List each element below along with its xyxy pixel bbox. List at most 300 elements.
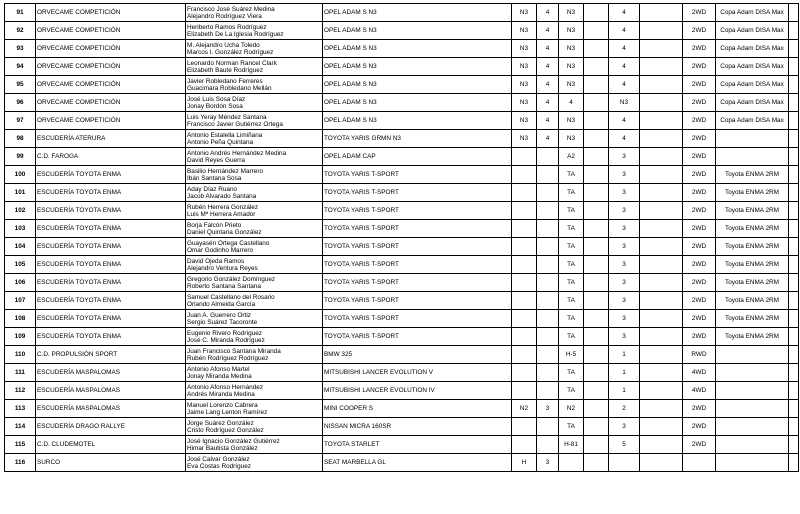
entry-drive: 2WD: [683, 274, 716, 292]
entry-drivers: [186, 22, 323, 40]
entry-blank-cell: [584, 22, 609, 40]
entry-cup: [716, 418, 789, 436]
entry-number: 115: [5, 436, 36, 454]
entry-blank-cell: [789, 166, 799, 184]
entry-team: ESCUDERÍA TOYOTA ENMA: [36, 166, 186, 184]
entry-group-1: [512, 328, 537, 346]
entry-group-2: N3: [559, 130, 584, 148]
entry-group-1: N3: [512, 4, 537, 22]
entry-group-1: N3: [512, 40, 537, 58]
entry-codriver: Jaime Lang Lenton Ramírez: [187, 408, 268, 416]
entry-class-1: 4: [537, 22, 559, 40]
entry-codriver: Ibán Santana Sosa: [187, 174, 242, 182]
entry-drivers: [186, 346, 323, 364]
entry-blank-cell: [789, 76, 799, 94]
entry-driver: José Calvar González: [187, 455, 250, 463]
entry-number: 97: [5, 112, 36, 130]
table-row: [5, 94, 799, 112]
entry-number: 104: [5, 238, 36, 256]
entry-number: 111: [5, 364, 36, 382]
entry-car: TOYOTA STARLET: [323, 436, 512, 454]
entry-cup: Toyota ENMA 2RM: [716, 292, 789, 310]
entry-class-1: 4: [537, 130, 559, 148]
entry-drive: 2WD: [683, 220, 716, 238]
entry-drive: 2WD: [683, 148, 716, 166]
entry-number: 96: [5, 94, 36, 112]
entry-drive: 2WD: [683, 76, 716, 94]
entry-class-2: N3: [609, 94, 640, 112]
entry-group-2: TA: [559, 238, 584, 256]
entry-cup: Toyota ENMA 2RM: [716, 184, 789, 202]
entry-blank-cell: [640, 436, 683, 454]
table-row: [5, 238, 799, 256]
entry-group-2: TA: [559, 202, 584, 220]
entry-driver: Antonio Andrés Hernández Medina: [187, 149, 287, 157]
entry-drive: 2WD: [683, 166, 716, 184]
entry-blank-cell: [789, 112, 799, 130]
entry-driver: David Ojeda Ramos: [187, 257, 245, 265]
entry-class-1: [537, 382, 559, 400]
entry-group-1: N2: [512, 400, 537, 418]
entry-drive: 2WD: [683, 418, 716, 436]
entry-group-1: [512, 274, 537, 292]
entry-group-1: [512, 364, 537, 382]
entry-blank-cell: [640, 400, 683, 418]
entry-drivers: [186, 382, 323, 400]
entry-class-2: 4: [609, 58, 640, 76]
entry-codriver: Alejandro Rodríguez Viera: [187, 12, 262, 20]
entry-cup: [716, 148, 789, 166]
entry-class-1: [537, 238, 559, 256]
entry-cup: Copa Adam DISA Max: [716, 40, 789, 58]
entry-blank-cell: [584, 454, 609, 472]
entry-class-1: 3: [537, 400, 559, 418]
entry-drivers: [186, 76, 323, 94]
entry-blank-cell: [789, 130, 799, 148]
entry-team: ESCUDERÍA TOYOTA ENMA: [36, 220, 186, 238]
entry-driver: Basilio Hernández Marrero: [187, 167, 264, 175]
entry-drive: 2WD: [683, 22, 716, 40]
entry-cup: [716, 400, 789, 418]
entry-blank-cell: [640, 256, 683, 274]
entry-group-1: [512, 148, 537, 166]
entry-cup: Toyota ENMA 2RM: [716, 328, 789, 346]
entry-cup: [716, 130, 789, 148]
entry-group-2: N3: [559, 58, 584, 76]
entry-team: ESCUDERÍA MASPALOMAS: [36, 400, 186, 418]
entry-drivers: [186, 4, 323, 22]
entry-blank-cell: [584, 382, 609, 400]
entry-codriver: Rubén Rodríguez Rodríguez: [187, 354, 269, 362]
entry-rows: [5, 4, 799, 472]
entry-cup: Copa Adam DISA Max: [716, 58, 789, 76]
entry-class-2: 4: [609, 130, 640, 148]
entry-blank-cell: [789, 202, 799, 220]
entry-team: ESCUDERÍA MASPALOMAS: [36, 382, 186, 400]
entry-drivers: [186, 94, 323, 112]
entry-blank-cell: [789, 40, 799, 58]
entry-cup: Copa Adam DISA Max: [716, 22, 789, 40]
entry-group-1: H: [512, 454, 537, 472]
entry-group-1: [512, 220, 537, 238]
entry-blank-cell: [584, 292, 609, 310]
entry-class-2: 2: [609, 400, 640, 418]
entry-team: ESCUDERÍA TOYOTA ENMA: [36, 238, 186, 256]
entry-class-2: 1: [609, 382, 640, 400]
table-row: [5, 22, 799, 40]
entry-class-2: 3: [609, 148, 640, 166]
entry-car: BMW 325: [323, 346, 512, 364]
entry-team: ESCUDERÍA MASPALOMAS: [36, 364, 186, 382]
entry-number: 106: [5, 274, 36, 292]
entry-drive: 2WD: [683, 328, 716, 346]
entry-class-2: 4: [609, 4, 640, 22]
entry-blank-cell: [640, 22, 683, 40]
entry-class-1: [537, 184, 559, 202]
entry-class-2: 4: [609, 40, 640, 58]
entry-drivers: [186, 400, 323, 418]
entry-class-2: 3: [609, 202, 640, 220]
entry-number: 92: [5, 22, 36, 40]
entry-blank-cell: [640, 112, 683, 130]
entry-group-2: N3: [559, 4, 584, 22]
entry-number: 95: [5, 76, 36, 94]
entry-blank-cell: [640, 148, 683, 166]
entry-blank-cell: [640, 418, 683, 436]
entry-cup: Toyota ENMA 2RM: [716, 220, 789, 238]
entry-blank-cell: [584, 328, 609, 346]
entry-blank-cell: [640, 274, 683, 292]
entry-car: TOYOTA YARIS T-SPORT: [323, 184, 512, 202]
entry-drivers: [186, 166, 323, 184]
entry-cup: Toyota ENMA 2RM: [716, 238, 789, 256]
entry-group-1: [512, 292, 537, 310]
entry-blank-cell: [584, 40, 609, 58]
entry-cup: Toyota ENMA 2RM: [716, 202, 789, 220]
entry-codriver: Marcos I. González Rodríguez: [187, 48, 274, 56]
entry-car: NISSAN MICRA 160SR: [323, 418, 512, 436]
entry-team: ORVECAME COMPETICIÓN: [36, 40, 186, 58]
table-row: [5, 364, 799, 382]
entry-car: TOYOTA YARIS T-SPORT: [323, 220, 512, 238]
entry-cup: Copa Adam DISA Max: [716, 94, 789, 112]
entry-group-2: TA: [559, 310, 584, 328]
entry-class-1: [537, 220, 559, 238]
table-row: [5, 202, 799, 220]
entry-drive: 2WD: [683, 112, 716, 130]
entry-class-1: [537, 436, 559, 454]
table-row: [5, 220, 799, 238]
entry-driver: Borja Falcón Prieto: [187, 221, 242, 229]
entry-blank-cell: [640, 220, 683, 238]
entry-number: 105: [5, 256, 36, 274]
entry-blank-cell: [640, 130, 683, 148]
entry-number: 116: [5, 454, 36, 472]
entry-blank-cell: [584, 310, 609, 328]
entry-group-1: [512, 238, 537, 256]
entry-class-1: 3: [537, 454, 559, 472]
entry-drive: 2WD: [683, 58, 716, 76]
entry-car: TOYOTA YARIS T-SPORT: [323, 310, 512, 328]
entry-team: ESCUDERÍA TOYOTA ENMA: [36, 202, 186, 220]
entry-codriver: Eva Costas Rodríguez: [187, 462, 251, 470]
table-row: [5, 112, 799, 130]
entry-group-2: TA: [559, 256, 584, 274]
entry-team: SURCO: [36, 454, 186, 472]
entry-drivers: [186, 130, 323, 148]
entry-class-2: 3: [609, 274, 640, 292]
entry-car: OPEL ADAM S N3: [323, 76, 512, 94]
entry-codriver: Roberto Santana Santana: [187, 282, 261, 290]
table-row: [5, 328, 799, 346]
entry-class-1: [537, 328, 559, 346]
entry-number: 93: [5, 40, 36, 58]
entry-team: ORVECAME COMPETICIÓN: [36, 58, 186, 76]
entry-blank-cell: [584, 184, 609, 202]
entry-codriver: José C. Miranda Rodríguez: [187, 336, 265, 344]
entry-drivers: [186, 184, 323, 202]
entry-blank-cell: [789, 418, 799, 436]
entry-driver: Eugenio Rivero Rodríguez: [187, 329, 262, 337]
entry-blank-cell: [789, 94, 799, 112]
entry-group-2: TA: [559, 292, 584, 310]
entry-drive: 2WD: [683, 310, 716, 328]
entry-blank-cell: [789, 382, 799, 400]
entry-driver: Aday Díaz Ruano: [187, 185, 238, 193]
entry-group-2: TA: [559, 328, 584, 346]
entry-number: 107: [5, 292, 36, 310]
entry-blank-cell: [789, 310, 799, 328]
entry-blank-cell: [584, 148, 609, 166]
entry-blank-cell: [584, 4, 609, 22]
entry-driver: Guayasén Ortega Castellano: [187, 239, 270, 247]
entry-team: ESCUDERÍA DRAGO RALLYE: [36, 418, 186, 436]
entry-car: OPEL ADAM CAP: [323, 148, 512, 166]
entry-drive: 4WD: [683, 382, 716, 400]
entry-class-2: 1: [609, 364, 640, 382]
entry-blank-cell: [584, 436, 609, 454]
entry-number: 112: [5, 382, 36, 400]
entry-blank-cell: [789, 454, 799, 472]
entry-group-2: N2: [559, 400, 584, 418]
entry-class-1: [537, 364, 559, 382]
entry-codriver: Omar Godinho Marrero: [187, 246, 254, 254]
entry-group-2: N3: [559, 22, 584, 40]
entry-number: 102: [5, 202, 36, 220]
entry-driver: Manuel Lorenzo Cabrera: [187, 401, 258, 409]
table-row: [5, 256, 799, 274]
entry-class-1: [537, 166, 559, 184]
entry-class-1: [537, 148, 559, 166]
entry-class-1: 4: [537, 94, 559, 112]
entry-class-2: 3: [609, 166, 640, 184]
entry-blank-cell: [640, 58, 683, 76]
entry-blank-cell: [789, 400, 799, 418]
entry-blank-cell: [640, 454, 683, 472]
entry-group-1: [512, 436, 537, 454]
entry-number: 94: [5, 58, 36, 76]
entry-blank-cell: [584, 238, 609, 256]
entry-class-2: 5: [609, 436, 640, 454]
entry-blank-cell: [584, 202, 609, 220]
entry-group-1: N3: [512, 22, 537, 40]
entry-drivers: [186, 292, 323, 310]
entry-group-1: [512, 184, 537, 202]
table-row: [5, 130, 799, 148]
table-row: [5, 166, 799, 184]
entry-blank-cell: [584, 220, 609, 238]
entry-blank-cell: [640, 4, 683, 22]
entry-class-2: [609, 454, 640, 472]
entry-blank-cell: [789, 148, 799, 166]
entry-codriver: Sergio Suárez Tacoronte: [187, 318, 258, 326]
entry-blank-cell: [640, 76, 683, 94]
entry-blank-cell: [640, 328, 683, 346]
entry-blank-cell: [640, 94, 683, 112]
entry-car: OPEL ADAM S N3: [323, 22, 512, 40]
entry-class-2: 1: [609, 346, 640, 364]
entry-codriver: Antonio Peña Quintana: [187, 138, 254, 146]
entry-class-2: 3: [609, 310, 640, 328]
entry-codriver: Alejandro Ventura Reyes: [187, 264, 258, 272]
entry-blank-cell: [584, 58, 609, 76]
entry-class-1: [537, 346, 559, 364]
entry-blank-cell: [584, 256, 609, 274]
entry-drive: 2WD: [683, 94, 716, 112]
entry-team: ORVECAME COMPETICIÓN: [36, 112, 186, 130]
entry-drivers: [186, 220, 323, 238]
entry-drive: 2WD: [683, 202, 716, 220]
entry-group-2: TA: [559, 418, 584, 436]
entry-class-2: 4: [609, 76, 640, 94]
entry-cup: Toyota ENMA 2RM: [716, 310, 789, 328]
entry-codriver: Elizabeth Baute Rodríguez: [187, 66, 264, 74]
entry-driver: M. Alejandro Ucha Toledo: [187, 41, 260, 49]
entry-blank-cell: [789, 58, 799, 76]
entry-number: 108: [5, 310, 36, 328]
entry-class-1: [537, 202, 559, 220]
entry-drive: 2WD: [683, 400, 716, 418]
entry-number: 98: [5, 130, 36, 148]
entry-group-1: N3: [512, 76, 537, 94]
entry-team: ESCUDERÍA ATERURA: [36, 130, 186, 148]
entry-group-2: TA: [559, 166, 584, 184]
entry-class-1: [537, 274, 559, 292]
entry-class-2: 4: [609, 112, 640, 130]
table-row: [5, 454, 799, 472]
table-row: [5, 58, 799, 76]
entry-blank-cell: [640, 184, 683, 202]
entry-car: TOYOTA YARIS T-SPORT: [323, 256, 512, 274]
entry-team: ESCUDERÍA TOYOTA ENMA: [36, 292, 186, 310]
table-row: [5, 40, 799, 58]
entry-team: ESCUDERÍA TOYOTA ENMA: [36, 328, 186, 346]
entry-class-1: 4: [537, 58, 559, 76]
entry-drive: 2WD: [683, 238, 716, 256]
entry-driver: Jorge Suárez González: [187, 419, 254, 427]
entry-car: TOYOTA YARIS T-SPORT: [323, 292, 512, 310]
entry-drivers: [186, 112, 323, 130]
entry-class-1: [537, 310, 559, 328]
entry-car: OPEL ADAM S N3: [323, 112, 512, 130]
entry-driver: Juan A. Guerrero Ortiz: [187, 311, 251, 319]
entry-group-1: [512, 202, 537, 220]
entry-team: ESCUDERÍA TOYOTA ENMA: [36, 184, 186, 202]
entry-group-2: A2: [559, 148, 584, 166]
entry-car: TOYOTA YARIS T-SPORT: [323, 166, 512, 184]
entry-class-1: [537, 292, 559, 310]
entry-group-1: [512, 346, 537, 364]
entry-driver: Juan Francisco Santana Miranda: [187, 347, 281, 355]
entry-cup: Copa Adam DISA Max: [716, 76, 789, 94]
entry-group-1: [512, 166, 537, 184]
entry-codriver: Orlando Almeida García: [187, 300, 256, 308]
entry-cup: [716, 364, 789, 382]
entry-codriver: David Reyes Guerra: [187, 156, 245, 164]
entry-blank-cell: [789, 436, 799, 454]
entry-codriver: Elizabeth De La Iglesia Rodríguez: [187, 30, 284, 38]
entry-codriver: Guacimara Robledano Mellán: [187, 84, 272, 92]
entry-list-table: [4, 3, 799, 472]
entry-drivers: [186, 436, 323, 454]
entry-codriver: Himar Bautista González: [187, 444, 258, 452]
entry-blank-cell: [789, 184, 799, 202]
entry-number: 109: [5, 328, 36, 346]
entry-drivers: [186, 364, 323, 382]
entry-group-2: TA: [559, 220, 584, 238]
entry-codriver: Jonay Miranda Medina: [187, 372, 252, 380]
entry-blank-cell: [789, 238, 799, 256]
entry-group-2: 4: [559, 94, 584, 112]
entry-drive: 2WD: [683, 292, 716, 310]
entry-car: MITSUBISHI LANCER EVOLUTION IV: [323, 382, 512, 400]
entry-group-2: TA: [559, 274, 584, 292]
entry-group-1: N3: [512, 112, 537, 130]
entry-drivers: [186, 256, 323, 274]
entry-class-2: 3: [609, 256, 640, 274]
entry-group-2: TA: [559, 382, 584, 400]
entry-team: ESCUDERÍA TOYOTA ENMA: [36, 274, 186, 292]
entry-drivers: [186, 274, 323, 292]
entry-blank-cell: [584, 94, 609, 112]
entry-class-1: 4: [537, 4, 559, 22]
entry-class-2: 3: [609, 220, 640, 238]
entry-codriver: Luis Mª Herrera Amador: [187, 210, 256, 218]
entry-driver: Gregorio González Domínguez: [187, 275, 276, 283]
entry-class-1: 4: [537, 76, 559, 94]
entry-blank-cell: [584, 274, 609, 292]
entry-number: 114: [5, 418, 36, 436]
entry-driver: Rubén Herrera González: [187, 203, 259, 211]
entry-team: C.D. PROPULSIÓN SPORT: [36, 346, 186, 364]
table-row: [5, 382, 799, 400]
entry-number: 100: [5, 166, 36, 184]
entry-class-1: 4: [537, 112, 559, 130]
entry-blank-cell: [584, 418, 609, 436]
entry-group-1: N3: [512, 130, 537, 148]
entry-drivers: [186, 418, 323, 436]
entry-blank-cell: [640, 364, 683, 382]
entry-class-2: 4: [609, 22, 640, 40]
entry-blank-cell: [789, 4, 799, 22]
entry-driver: Leonardo Norman Rancel Clark: [187, 59, 277, 67]
table-row: [5, 292, 799, 310]
entry-drivers: [186, 40, 323, 58]
entry-driver: Antonio Estalella Limiñana: [187, 131, 263, 139]
entry-list-sheet: [4, 3, 799, 472]
entry-blank-cell: [789, 292, 799, 310]
table-row: [5, 310, 799, 328]
